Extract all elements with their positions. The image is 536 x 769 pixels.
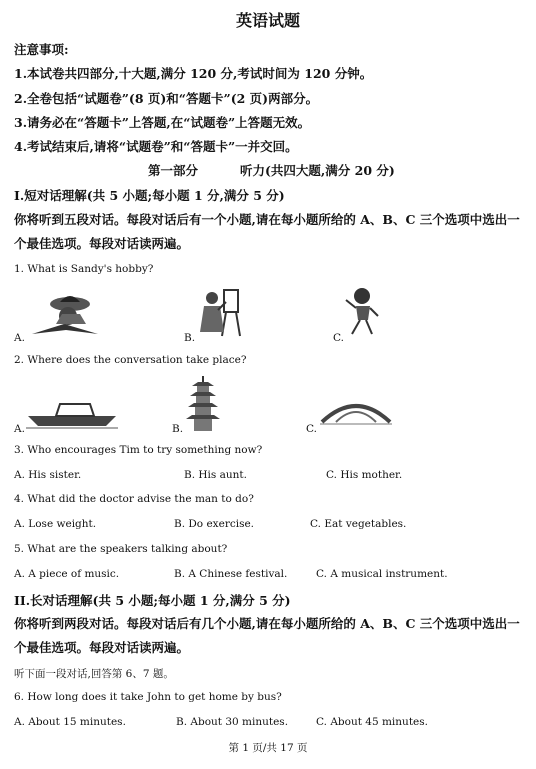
q5-option-b: B. A Chinese festival. [174,568,288,580]
question-2: 2. Where does the conversation take place? [14,354,247,366]
notes-heading: 注意事项: [14,42,69,57]
q6-option-c: C. About 45 minutes. [316,716,428,728]
question-3: 3. Who encourages Tim to try something now? [14,444,263,456]
q6-option-b: B. About 30 minutes. [176,716,289,728]
q3-option-b: B. His aunt. [184,469,247,481]
q4-option-b: B. Do exercise. [174,518,255,530]
page-title: 英语试题 [235,11,300,30]
q5-option-a: A. A piece of music. [14,568,120,580]
pagoda-picture [186,376,220,432]
section1-title: I.短对话理解(共 5 小题;每小题 1 分,满分 5 分) [14,188,285,203]
boat-picture [26,398,118,430]
q1-option-c: C. [333,332,344,344]
q2-option-a: A. [14,423,25,435]
note-item-3: 3.请务必在“答题卡”上答题,在“试题卷”上答题无效。 [14,115,311,130]
q5-option-c: C. A musical instrument. [316,568,448,580]
section2-sub-instruction: 听下面一段对话,回答第 6、7 题。 [14,668,174,680]
section1-instruction: 你将听到五段对话。每段对话后有一个小题,请在每小题所给的 A、B、C 三个选项中选出一个最佳选项。每段对话读两遍。 [14,212,520,251]
q4-option-a: A. Lose weight. [14,518,97,530]
q4-option-c: C. Eat vegetables. [310,518,407,530]
section2-instruction: 你将听到两段对话。每段对话后有几个小题,请在每小题所给的 A、B、C 三个选项中选出一个最佳选项。每段对话读两遍。 [14,616,520,655]
note-item-1: 1.本试卷共四部分,十大题,满分 120 分,考试时间为 120 分钟。 [14,66,373,81]
q2-option-c: C. [306,423,317,435]
dancing-picture [342,286,382,338]
q3-option-a: A. His sister. [14,469,82,481]
part1-label: 第一部分 [148,163,199,178]
bridge-picture [320,396,392,426]
note-item-4: 4.考试结束后,请将“试题卷”和“答题卡”一并交回。 [14,139,298,154]
question-5: 5. What are the speakers talking about? [14,543,228,555]
note-item-2: 2.全卷包括“试题卷”(8 页)和“答题卡”(2 页)两部分。 [14,91,319,106]
section2-title: II.长对话理解(共 5 小题;每小题 1 分,满分 5 分) [14,593,291,608]
q2-option-b: B. [172,423,184,435]
painting-picture [198,286,246,338]
question-1: 1. What is Sandy's hobby? [14,263,154,275]
q6-option-a: A. About 15 minutes. [14,716,126,728]
q1-option-b: B. [184,332,196,344]
q3-option-c: C. His mother. [326,469,403,481]
page-footer: 第 1 页/共 17 页 [228,742,308,754]
reading-book-picture [30,290,100,338]
question-4: 4. What did the doctor advise the man to do? [14,493,254,505]
question-6: 6. How long does it take John to get home by bus? [14,691,282,703]
part1-title: 听力(共四大题,满分 20 分) [240,163,395,178]
q1-option-a: A. [14,332,25,344]
